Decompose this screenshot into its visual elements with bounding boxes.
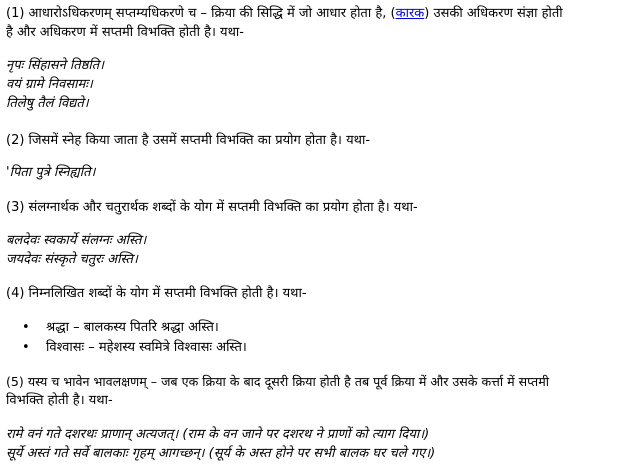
- rule-1-line-1: [6, 4, 563, 23]
- bullet-icon: •: [22, 320, 30, 335]
- rule-text: ) उसकी अधिकरण संज्ञा होती: [424, 6, 563, 21]
- rule-2: (2) जिसमें स्नेह किया जाता है उसमें सप्तमी विभक्ति का प्रयोग होता है। यथा-: [6, 133, 371, 148]
- rule-3: (3) संलग्नार्थक और चतुरार्थक शब्दों के योग में सप्तमी विभक्ति का प्रयोग होता है। यथा-: [6, 200, 418, 215]
- rule-1-line-2: है और अधिकरण में सप्तमी विभक्ति होती है। यथा-: [6, 25, 244, 40]
- rule-5-line-1: (5) यस्य च भावेन भावलक्षणम् – जब एक क्रिया के बाद दूसरी क्रिया होती है तब पूर्व क्रिया में और उसके कर्त्ता में सप्तमी: [6, 374, 550, 389]
- example: सूर्ये अस्तं गते सर्वे बालकाः गृहम् आगच्छन्। (सूर्य के अस्त होने पर सभी बालक घर चले गए।): [6, 446, 436, 461]
- example: वयं ग्रामे निवसामः।: [6, 77, 93, 92]
- example: बलदेवः स्वकार्ये संलग्नः अस्ति।: [6, 233, 147, 248]
- example: 'पिता पुत्रे स्निह्यति।: [6, 165, 96, 180]
- rule-5-line-2: विभक्ति होती है। यथा-: [6, 393, 113, 408]
- bullet-text: श्रद्धा – बालकस्य पितरि श्रद्धा अस्ति।: [46, 320, 219, 335]
- example: रामे वनं गते दशरथः प्राणान् अत्यजत्। (राम के वन जाने पर दशरथ ने प्राणों को त्याग दिया।): [6, 427, 430, 442]
- example: तिलेषु तैलं विद्यते।: [6, 96, 89, 111]
- bullet-text: विश्वासः – महेशस्य स्वमित्रे विश्वासः अस्ति।: [46, 340, 247, 355]
- karak-link[interactable]: कारक: [395, 6, 425, 21]
- rule-4: (4) निम्नलिखित शब्दों के योग में सप्तमी विभक्ति होती है। यथा-: [6, 286, 307, 301]
- example: जयदेवः संस्कृते चतुरः अस्ति।: [6, 252, 138, 267]
- rule-text: (1) आधारोऽधिकरणम् सप्तम्यधिकरणे च – क्रिया की सिद्धि में जो आधार होता है, (: [6, 6, 396, 21]
- example: नृपः सिंहासने तिष्ठति।: [6, 58, 105, 73]
- bullet-icon: •: [22, 340, 30, 355]
